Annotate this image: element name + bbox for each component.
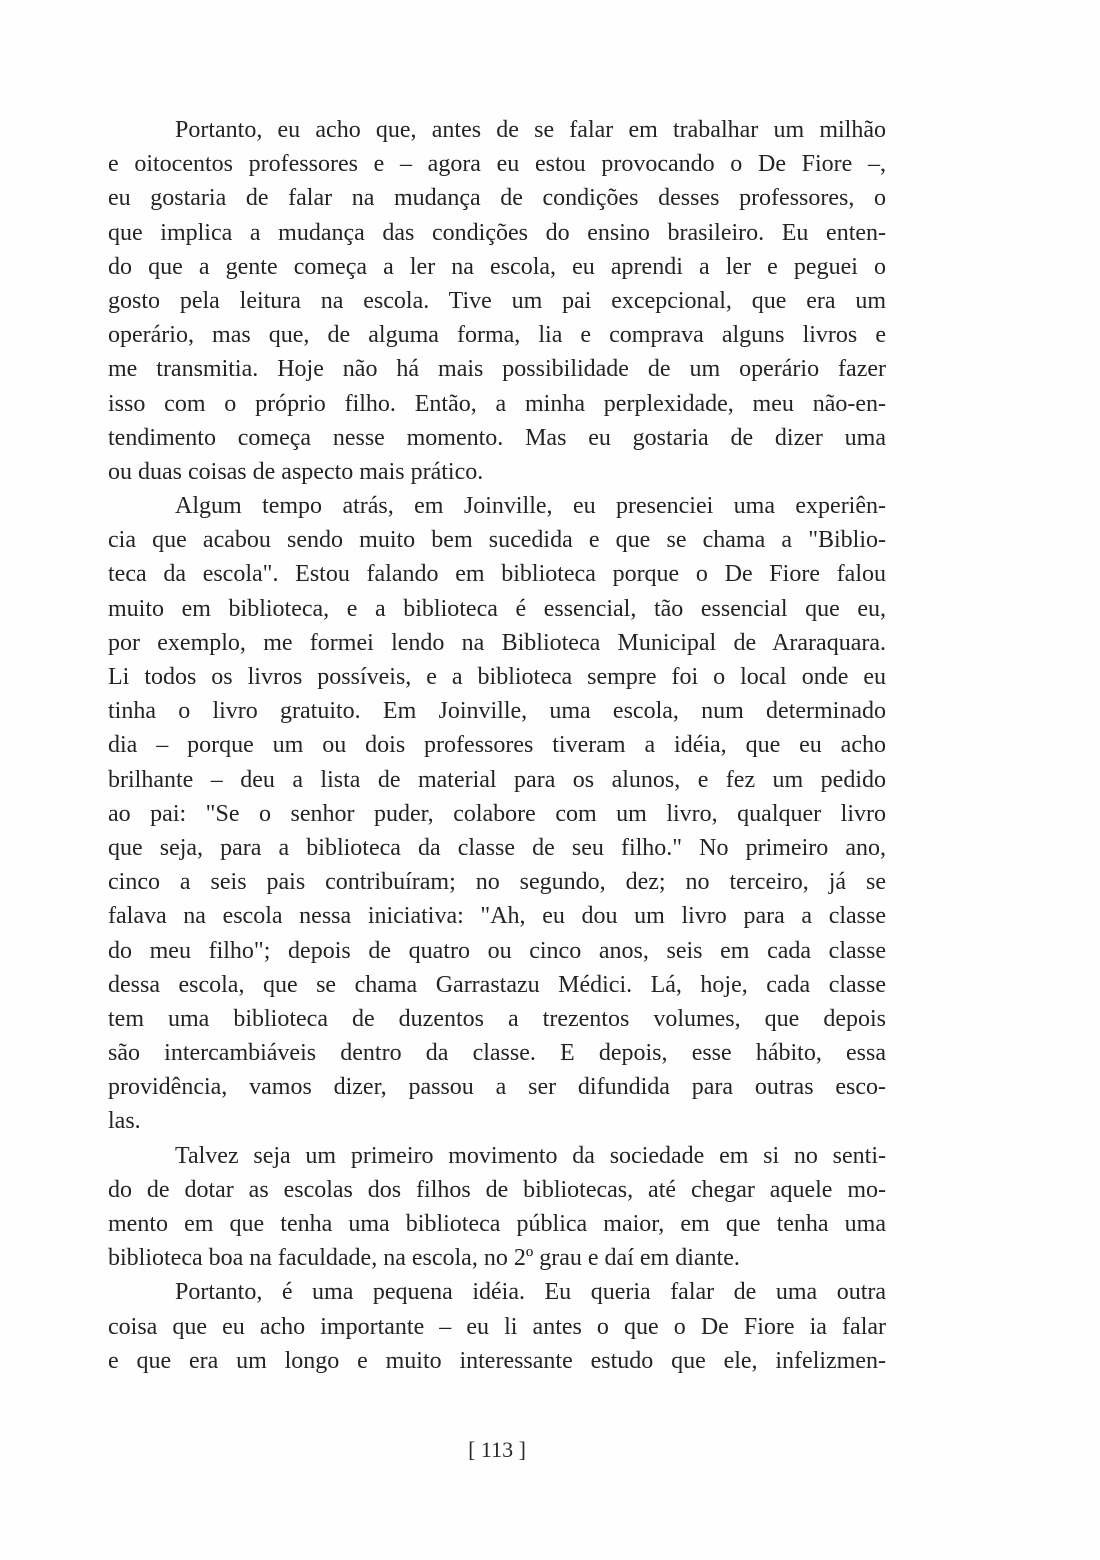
paragraph <box>108 113 886 489</box>
text-line: isso com o próprio filho. Então, a minha perplexidade, meu não-en- <box>108 390 886 417</box>
text-line: muito em biblioteca, e a biblioteca é essencial, tão essencial que eu, <box>108 595 886 622</box>
text-line: são intercambiáveis dentro da classe. E depois, esse hábito, essa <box>108 1040 886 1067</box>
text-line: dessa escola, que se chama Garrastazu Médici. Lá, hoje, cada classe <box>108 971 886 998</box>
text-line: Portanto, é uma pequena idéia. Eu queria falar de uma outra <box>175 1279 886 1306</box>
text-line: las. <box>108 1108 141 1135</box>
text-line: brilhante – deu a lista de material para os alunos, e fez um pedido <box>108 766 886 793</box>
text-line: dia – porque um ou dois professores tiveram a idéia, que eu acho <box>108 732 886 759</box>
text-line: e que era um longo e muito interessante estudo que ele, infelizmen- <box>108 1347 886 1374</box>
text-line: mento em que tenha uma biblioteca pública maior, em que tenha uma <box>108 1211 886 1237</box>
text-line: tendimento começa nesse momento. Mas eu gostaria de dizer uma <box>108 424 886 451</box>
text-line: teca da escola". Estou falando em biblioteca porque o De Fiore falou <box>108 561 886 588</box>
text-line: tinha o livro gratuito. Em Joinville, uma escola, num determinado <box>108 698 886 725</box>
text-line: Li todos os livros possíveis, e a biblioteca sempre foi o local onde eu <box>108 664 886 690</box>
text-line: me transmitia. Hoje não há mais possibilidade de um operário fazer <box>108 356 886 383</box>
text-line: providência, vamos dizer, passou a ser difundida para outras esco- <box>108 1074 886 1101</box>
text-line: ao pai: "Se o senhor puder, colabore com um livro, qualquer livro <box>108 800 886 827</box>
paragraph <box>108 489 886 1139</box>
text-line: cinco a seis pais contribuíram; no segundo, dez; no terceiro, já se <box>108 869 886 896</box>
text-line: do que a gente começa a ler na escola, eu aprendi a ler e peguei o <box>108 253 886 280</box>
text-line: operário, mas que, de alguma forma, lia e comprava alguns livros e <box>108 322 886 349</box>
text-line: biblioteca boa na faculdade, na escola, no 2º grau e daí em diante. <box>108 1245 740 1272</box>
text-line: que seja, para a biblioteca da classe de seu filho." No primeiro ano, <box>108 834 886 861</box>
text-line: do de dotar as escolas dos filhos de bibliotecas, até chegar aquele mo- <box>108 1176 886 1203</box>
text-line: Algum tempo atrás, em Joinville, eu presenciei uma experiên- <box>175 493 886 520</box>
body-text <box>108 113 886 1378</box>
text-line: eu gostaria de falar na mudança de condições desses professores, o <box>108 185 886 212</box>
text-line: por exemplo, me formei lendo na Biblioteca Municipal de Araraquara. <box>108 629 886 656</box>
paragraph <box>108 1275 886 1378</box>
text-line: ou duas coisas de aspecto mais prático. <box>108 458 484 485</box>
text-line: Portanto, eu acho que, antes de se falar em trabalhar um milhão <box>175 117 886 143</box>
text-line: gosto pela leitura na escola. Tive um pai excepcional, que era um <box>108 287 886 314</box>
paragraph <box>108 1139 886 1276</box>
text-line: falava na escola nessa iniciativa: "Ah, eu dou um livro para a classe <box>108 903 886 930</box>
text-line: cia que acabou sendo muito bem sucedida e que se chama a "Biblio- <box>108 527 886 554</box>
text-line: tem uma biblioteca de duzentos a trezentos volumes, que depois <box>108 1005 886 1032</box>
text-line: que implica a mudança das condições do ensino brasileiro. Eu enten- <box>108 219 886 246</box>
text-line: e oitocentos professores e – agora eu estou provocando o De Fiore –, <box>108 151 886 178</box>
text-line: do meu filho"; depois de quatro ou cinco anos, seis em cada classe <box>108 937 886 964</box>
text-line: coisa que eu acho importante – eu li antes o que o De Fiore ia falar <box>108 1313 886 1340</box>
page-number: [ 113 ] <box>468 1437 526 1462</box>
text-line: Talvez seja um primeiro movimento da sociedade em si no senti- <box>175 1142 886 1169</box>
